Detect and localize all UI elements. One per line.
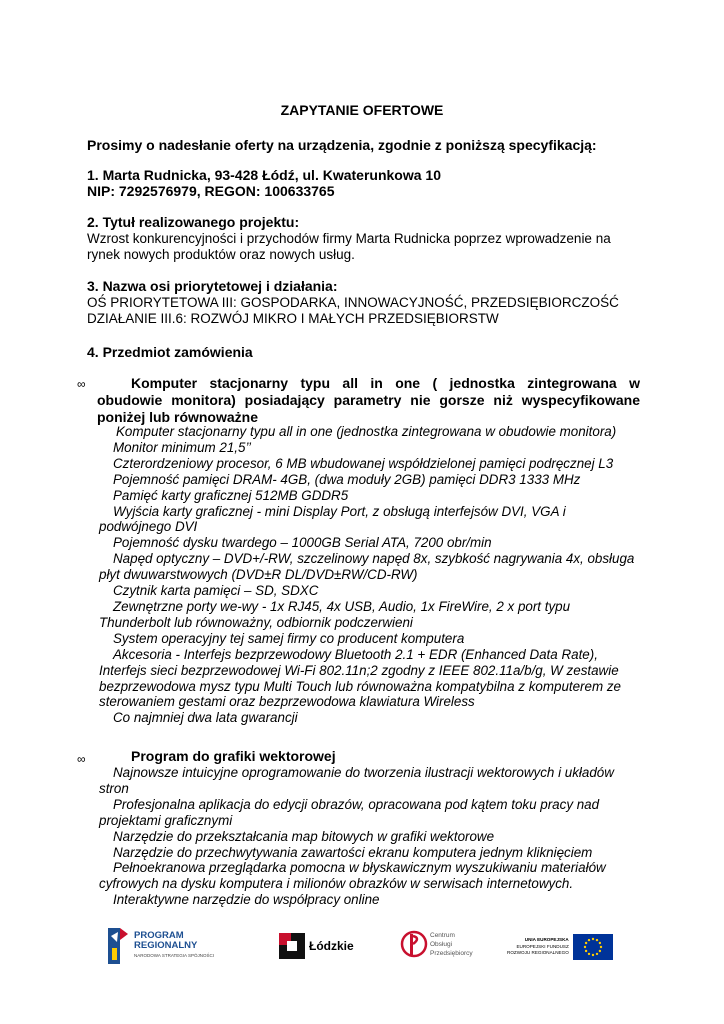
bullet-icon: ∞ (77, 752, 86, 766)
item1-heading-line2: obudowie monitora) posiadający parametry nie gorsze niż wyspecyfikowane (97, 392, 640, 408)
logo1-line1: PROGRAM (134, 930, 184, 941)
section3-line1: OŚ PRIORYTETOWA III: GOSPODARKA, INNOWACYJNOŚĆ, PRZEDSIĘBIORCZOŚĆ (87, 295, 619, 310)
spec-line: Wyjścia karty graficznej - mini Display Port, z obsługą interfejsów DVI, VGA i (113, 503, 566, 519)
intro-text: Prosimy o nadesłanie oferty na urządzenia, zgodnie z poniższą specyfikacją: (87, 137, 597, 153)
spec-line: Interfejs sieci bezprzewodowej Wi-Fi 802.11n;2 zgodny z IEEE 802.11a/b/g, W zestawie (99, 662, 619, 678)
item1-heading-line1: Komputer stacjonarny typu all in one ( jednostka zintegrowana w (131, 375, 640, 391)
spec-line: Narzędzie do przechwytywania zawartości ekranu komputera jednym kliknięciem (113, 844, 593, 860)
section3-heading: 3. Nazwa osi priorytetowej i działania: (87, 278, 338, 294)
item2-heading: Program do grafiki wektorowej (131, 748, 336, 764)
cop-mark-icon (400, 928, 428, 960)
document-title: ZAPYTANIE OFERTOWE (280, 102, 444, 118)
section2-heading: 2. Tytuł realizowanego projektu: (87, 214, 300, 230)
section2-line2: rynek nowych produktów oraz nowych usług. (87, 247, 355, 262)
logo4-line3: ROZWOJU REGIONALNEGO (507, 950, 569, 956)
spec-line: Profesjonalna aplikacja do edycji obrazów, opracowana pod kątem toku pracy nad (113, 796, 600, 812)
cop-logo (400, 928, 473, 960)
spec-line: Interaktywne narzędzie do współpracy online (113, 892, 380, 908)
logo3-line2: Obsługi (430, 940, 453, 948)
spec-line: bezprzewodowa mysz typu Multi Touch lub równoważna kompatybilna z komputerem ze (99, 678, 621, 694)
spec-line: stron (99, 780, 129, 796)
spec-line: Najnowsze intuicyjne oprogramowanie do tworzenia ilustracji wektorowych i układów (113, 765, 614, 780)
spec-line: cyfrowych na dysku komputera i milionów obrazków w serwisach internetowych. (99, 876, 574, 892)
spec-line: sterowaniem gestami oraz bezprzewodowa klawiatura Wireless (99, 694, 475, 710)
spec-line: projektami graficznymi (99, 812, 233, 828)
program-regionalny-logo (108, 928, 214, 964)
spec-line: Narzędzie do przekształcania map bitowych w grafiki wektorowe (113, 828, 495, 844)
spec-line: Co najmniej dwa lata gwarancji (113, 710, 298, 726)
spec-line: Czytnik karta pamięci – SD, SDXC (113, 583, 319, 599)
item1-heading (97, 375, 640, 426)
spec-line: Pamięć karty graficznej 512MB GDDR5 (113, 487, 349, 503)
logo3-line1: Centrum (430, 931, 455, 939)
spec-line: Napęd optyczny – DVD+/-RW, szczelinowy napęd 8x, szybkość nagrywania 4x, obsługa (113, 551, 635, 567)
spec-line: Monitor minimum 21,5’’ (113, 439, 251, 455)
logo3-line3: Przedsiębiorcy (430, 949, 473, 957)
spec-line: System operacyjny tej samej firmy co producent komputera (113, 630, 465, 646)
spec-line: Pojemność pamięci DRAM- 4GB, (dwa moduły 2GB) pamięci DDR3 1333 MHz (113, 471, 581, 487)
lodzkie-mark-icon (279, 933, 305, 959)
logo4-line1: UNIA EUROPEJSKA (524, 937, 569, 943)
item1-heading-line3: poniżej lub równoważne (97, 409, 258, 425)
logo4-line2: EUROPEJSKI FUNDUSZ (516, 943, 569, 949)
lodzkie-logo (279, 933, 354, 959)
spec-line: Pełnoekranowa przeglądarka pomocna w błyskawicznym wyszukiwaniu materiałów (113, 860, 606, 876)
spec-line: Akcesoria - Interfejs bezprzewodowy Bluetooth 2.1 + EDR (Enhanced Data Rate), (113, 646, 598, 662)
section2-line1: Wzrost konkurencyjności i przychodów firmy Marta Rudnicka poprzez wprowadzenie na (87, 231, 611, 246)
logo1-line2: REGIONALNY (134, 940, 198, 951)
eu-logo (507, 934, 613, 960)
spec-line: płyt dwuwarstwowych (DVD±R DL/DVD±RW/CD-RW) (99, 567, 418, 583)
section4-heading: 4. Przedmiot zamówienia (87, 344, 253, 360)
program-regionalny-mark-icon (108, 928, 128, 964)
bullet-icon: ∞ (77, 377, 86, 391)
item1-spec-list (99, 424, 644, 726)
footer-logos (0, 926, 724, 966)
spec-line: Zewnętrzne porty we-wy - 1x RJ45, 4x USB, Audio, 1x FireWire, 2 x port typu (113, 598, 571, 614)
spec-line: Czterordzeniowy procesor, 6 MB wbudowanej współdzielonej pamięci podręcznej L3 (113, 455, 614, 471)
logo1-line3: NARODOWA STRATEGIA SPÓJNOŚCI (134, 953, 215, 958)
item2-spec-list (99, 765, 644, 908)
logo2-text: Łódzkie (309, 939, 354, 953)
section1-ids: NIP: 7292576979, REGON: 100633765 (87, 183, 335, 199)
spec-line: podwójnego DVI (99, 519, 198, 535)
spec-line: Komputer stacjonarny typu all in one (jednostka zintegrowana w obudowie monitora) (116, 424, 617, 439)
section1-address: 1. Marta Rudnicka, 93-428 Łódź, ul. Kwaterunkowa 10 (87, 167, 441, 183)
spec-line: Thunderbolt lub równoważny, odbiornik podczerwieni (99, 614, 413, 630)
section3-line2: DZIAŁANIE III.6: ROZWÓJ MIKRO I MAŁYCH PRZEDSIĘBIORSTW (87, 311, 499, 326)
eu-flag-icon (573, 934, 613, 960)
spec-line: Pojemność dysku twardego – 1000GB Serial ATA, 7200 obr/min (113, 535, 492, 551)
